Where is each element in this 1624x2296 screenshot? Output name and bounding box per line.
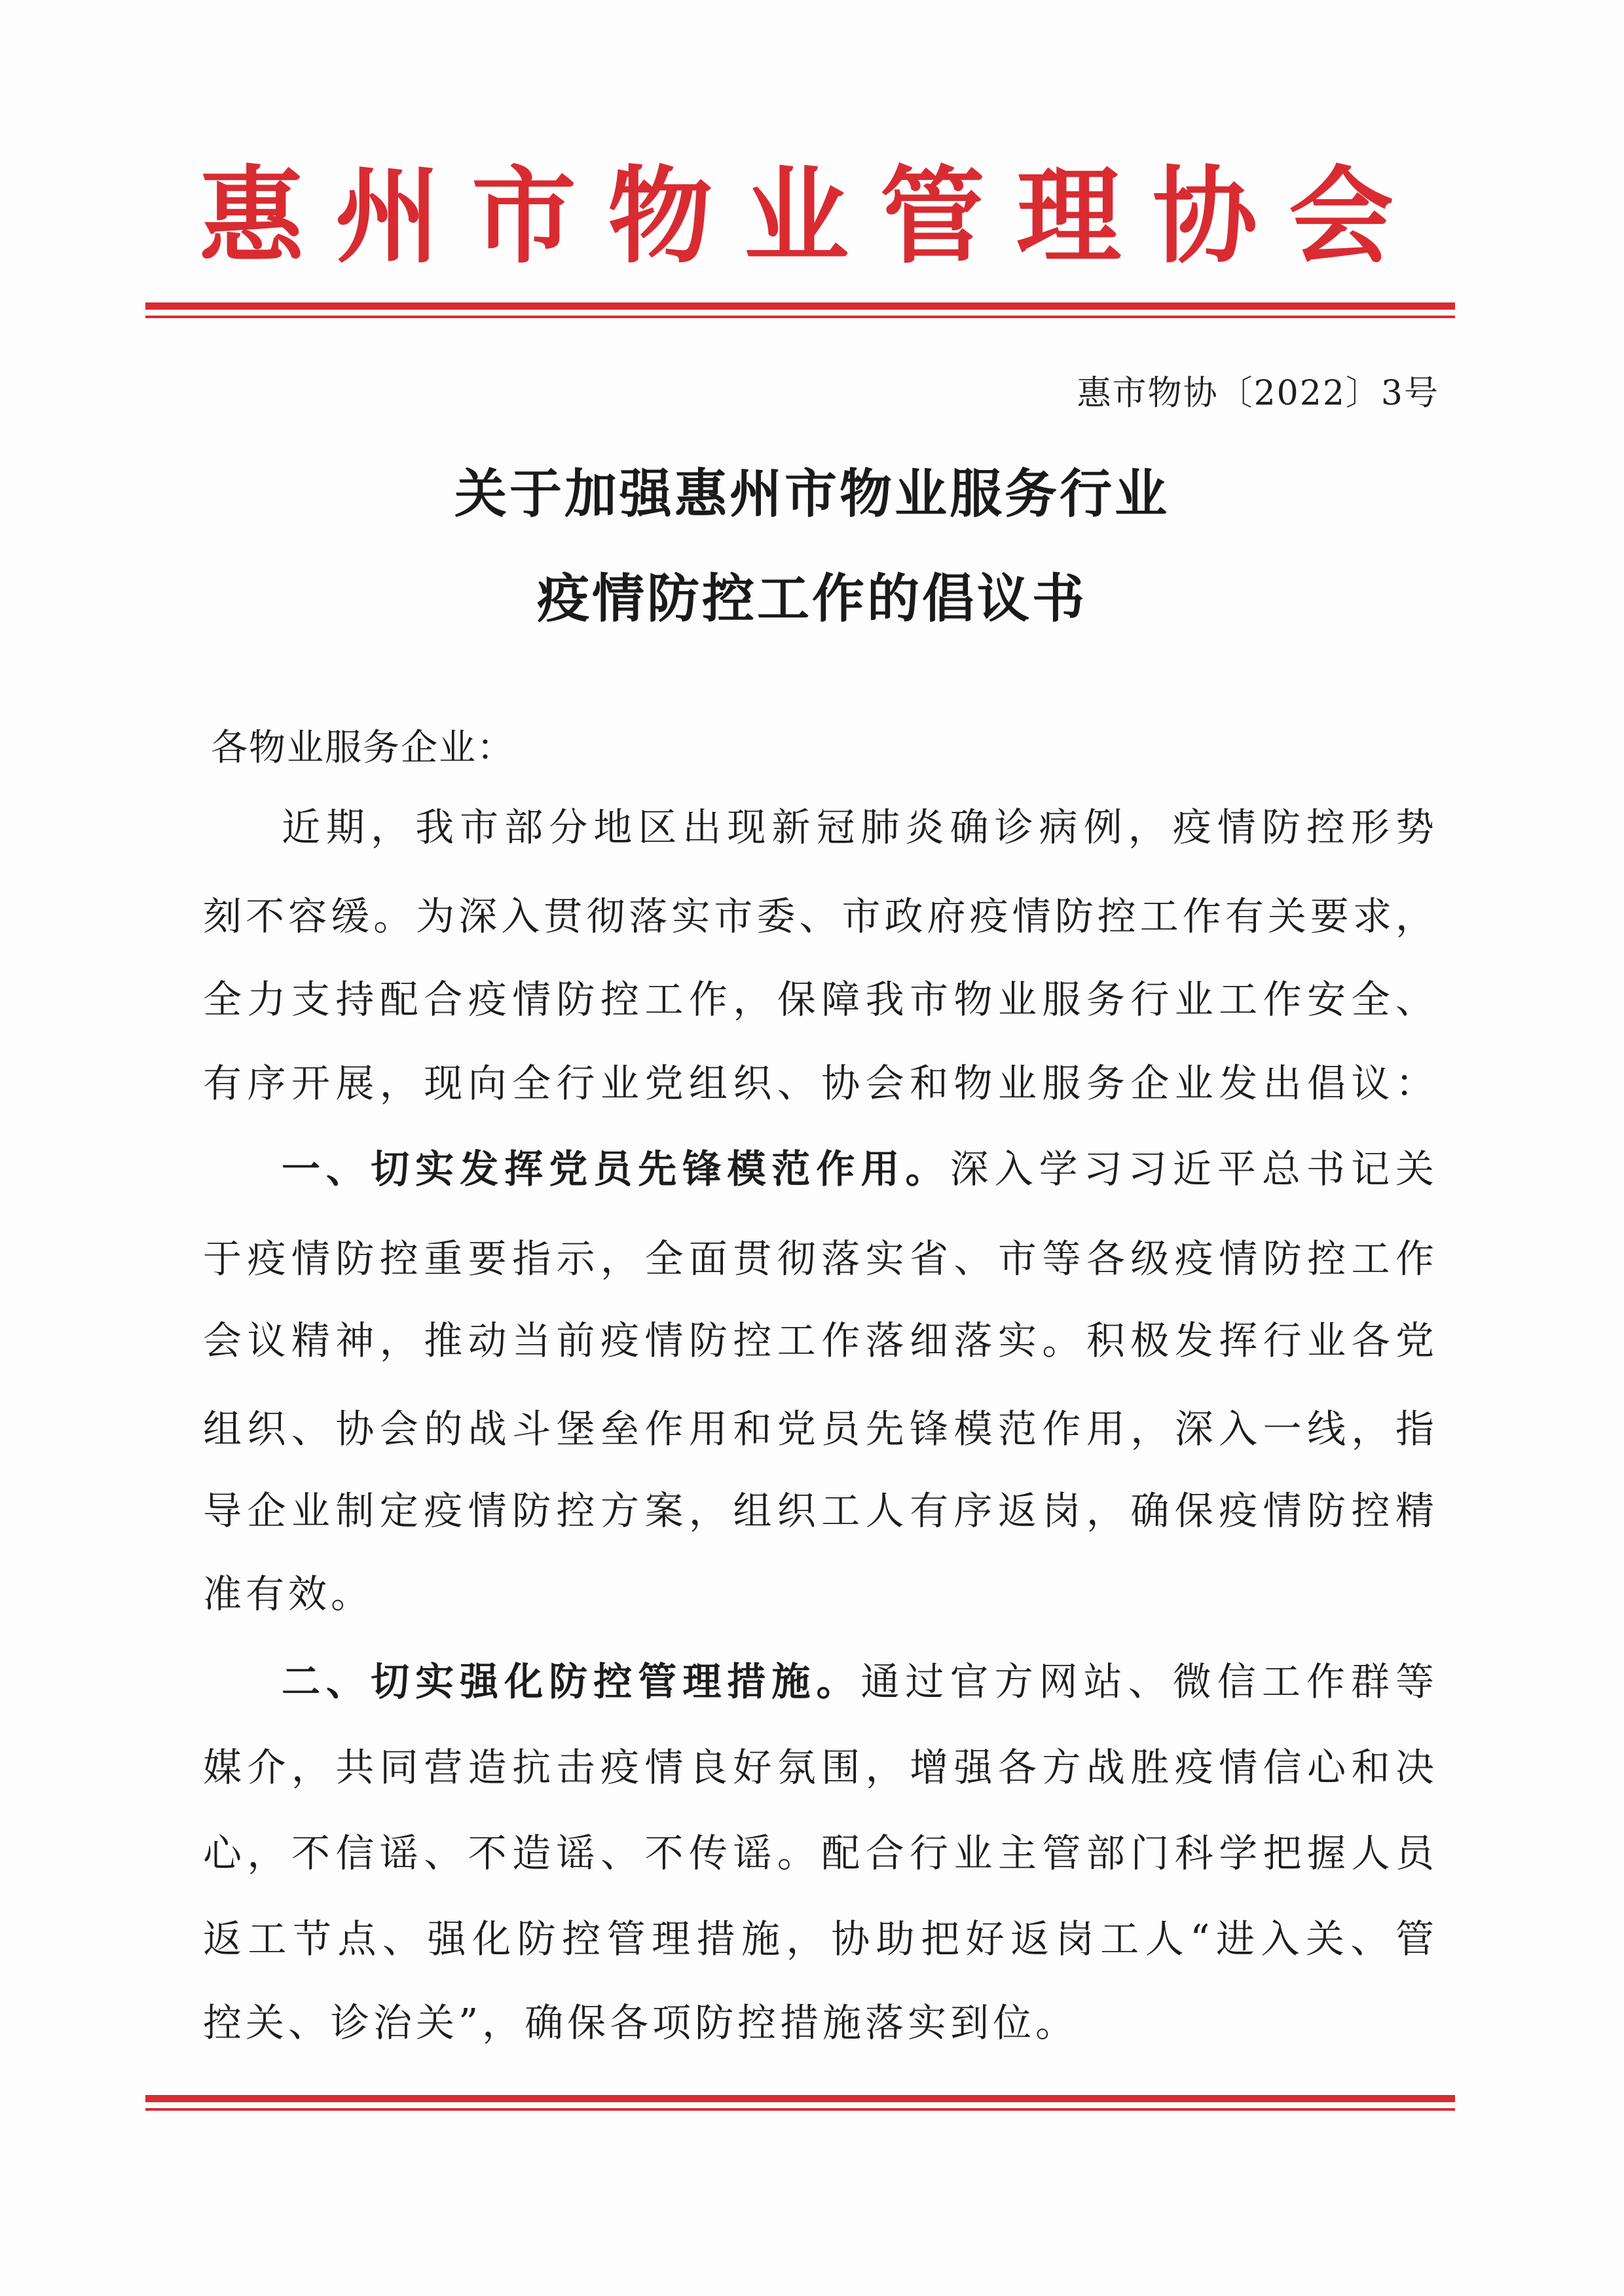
intro-line: 刻不容缓。为深入贯彻落实市委、市政府疫情防控工作有关要求， [203,894,1434,939]
organization-name: 惠州市物业管理协会 [198,155,1425,278]
document-title-line-1: 关于加强惠州市物业服务行业 [454,464,1170,524]
section-1-line: 导企业制定疫情防控方案，组织工人有序返岗，确保疫情防控精 [203,1488,1434,1533]
intro-line: 全力支持配合疫情防控工作，保障我市物业服务行业工作安全、 [203,977,1434,1022]
salutation: 各物业服务企业： [211,727,515,769]
section-1-heading: 一、切实发挥党员先锋模范作用。 [282,1146,950,1192]
section-2-first-line [282,1659,1434,1704]
section-2-line: 返工节点、强化防控管理措施，协助把好返岗工人“进入关、管 [203,1916,1434,1961]
intro-line: 近期，我市部分地区出现新冠肺炎确诊病例，疫情防控形势 [282,805,1434,850]
section-1-line: 于疫情防控重要指示，全面贯彻落实省、市等各级疫情防控工作 [203,1236,1434,1281]
section-1-line: 会议精神，推动当前疫情防控工作落细落实。积极发挥行业各党 [203,1318,1434,1363]
document-title-line-2: 疫情防控工作的倡议书 [537,568,1087,629]
document-number: 惠市物协〔2022〕3号 [1077,374,1439,413]
section-1-first-line [282,1146,1434,1192]
section-2-heading: 二、切实强化防控管理措施。 [282,1659,861,1704]
intro-line: 有序开展，现向全行业党组织、协会和物业服务企业发出倡议： [203,1061,1434,1106]
footer-red-rule [145,2095,1455,2111]
letterhead-red-rule [145,302,1455,318]
section-1-line: 准有效。 [203,1571,374,1616]
section-2-line: 控关、诊治关”，确保各项防控措施落实到位。 [203,2000,1079,2045]
letterhead [144,141,1480,291]
section-1-first-line-text: 深入学习习近平总书记关 [950,1146,1434,1192]
section-1-line: 组织、协会的战斗堡垒作用和党员先锋模范作用，深入一线，指 [203,1406,1434,1451]
section-2-first-line-text: 通过官方网站、微信工作群等 [860,1659,1434,1704]
section-2-line: 媒介，共同营造抗击疫情良好氛围，增强各方战胜疫情信心和决 [203,1745,1434,1790]
section-2-line: 心，不信谣、不造谣、不传谣。配合行业主管部门科学把握人员 [203,1831,1434,1876]
